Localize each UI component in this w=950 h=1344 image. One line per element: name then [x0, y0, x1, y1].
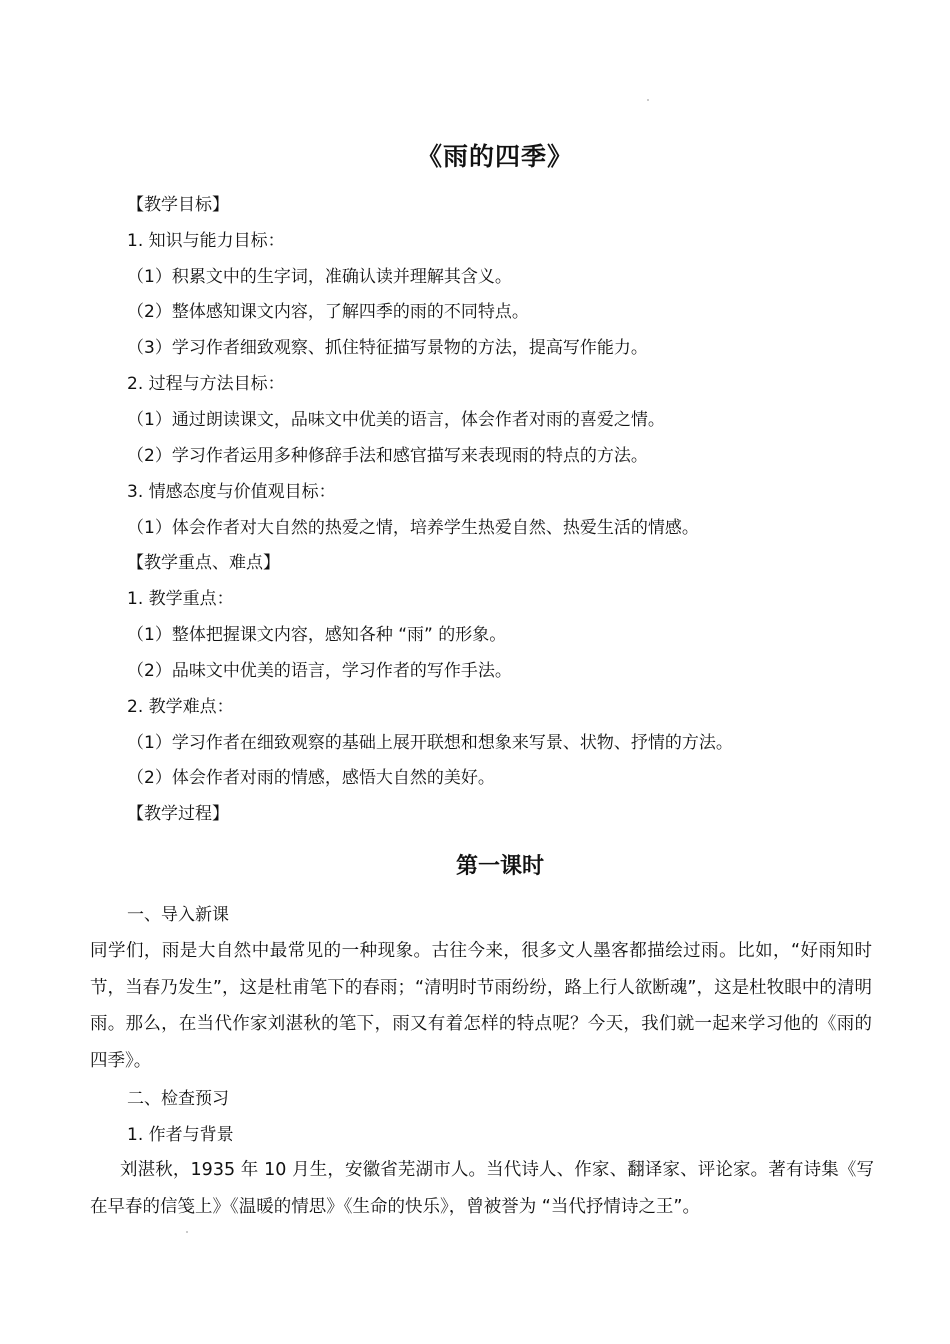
key-point-item: （2）体会作者对雨的情感，感悟大自然的美好。	[127, 768, 495, 788]
key-point-item: 2. 教学难点：	[127, 697, 234, 717]
key-points-heading: 【教学重点、难点】	[127, 553, 280, 573]
objectives-heading: 【教学目标】	[127, 195, 229, 215]
sub-heading-author: 1. 作者与背景	[127, 1125, 234, 1145]
document-title: 《雨的四季》	[416, 142, 573, 171]
section-heading-preview: 二、检查预习	[127, 1089, 229, 1109]
objective-item: 2. 过程与方法目标：	[127, 374, 285, 394]
objective-item: （1）体会作者对大自然的热爱之情，培养学生热爱自然、热爱生活的情感。	[127, 518, 699, 538]
key-point-item: （1）整体把握课文内容，感知各种 “雨” 的形象。	[127, 625, 507, 645]
key-point-item: 1. 教学重点：	[127, 589, 234, 609]
objective-item: （2）整体感知课文内容，了解四季的雨的不同特点。	[127, 302, 529, 322]
section-heading-intro: 一、导入新课	[127, 905, 229, 925]
intro-paragraph: 同学们，雨是大自然中最常见的一种现象。古往今来，很多文人墨客都描绘过雨。比如，“好雨知时节，当春乃发生”，这是杜甫笔下的春雨；“清明时节雨纷纷，路上行人欲断魂”，这是杜牧眼中的清明雨。那么，在当代作家刘湛秋的笔下，雨又有着怎样的特点呢？今天，我们就一起来学习他的《雨的四季》。	[90, 941, 872, 1071]
objective-item: （1）通过朗读课文，品味文中优美的语言，体会作者对雨的喜爱之情。	[127, 410, 665, 430]
scan-speck	[186, 1231, 188, 1233]
lesson-title: 第一课时	[455, 854, 544, 879]
objective-item: （2）学习作者运用多种修辞手法和感官描写来表现雨的特点的方法。	[127, 446, 648, 466]
key-point-item: （2）品味文中优美的语言，学习作者的写作手法。	[127, 661, 512, 681]
objective-item: （3）学习作者细致观察、抓住特征描写景物的方法，提高写作能力。	[127, 338, 648, 358]
key-point-item: （1）学习作者在细致观察的基础上展开联想和想象来写景、状物、抒情的方法。	[127, 733, 733, 753]
objective-item: 1. 知识与能力目标：	[127, 231, 285, 251]
scan-speck	[647, 99, 649, 101]
author-paragraph: 刘湛秋，1935 年 10 月生，安徽省芜湖市人。当代诗人、作家、翻译家、评论家。著有诗集《写在早春的信笺上》《温暖的情思》《生命的快乐》，曾被誉为 “当代抒情诗之王”。	[90, 1160, 874, 1217]
process-heading: 【教学过程】	[127, 804, 229, 824]
objective-item: （1）积累文中的生字词，准确认读并理解其含义。	[127, 267, 512, 287]
objective-item: 3. 情感态度与价值观目标：	[127, 482, 336, 502]
